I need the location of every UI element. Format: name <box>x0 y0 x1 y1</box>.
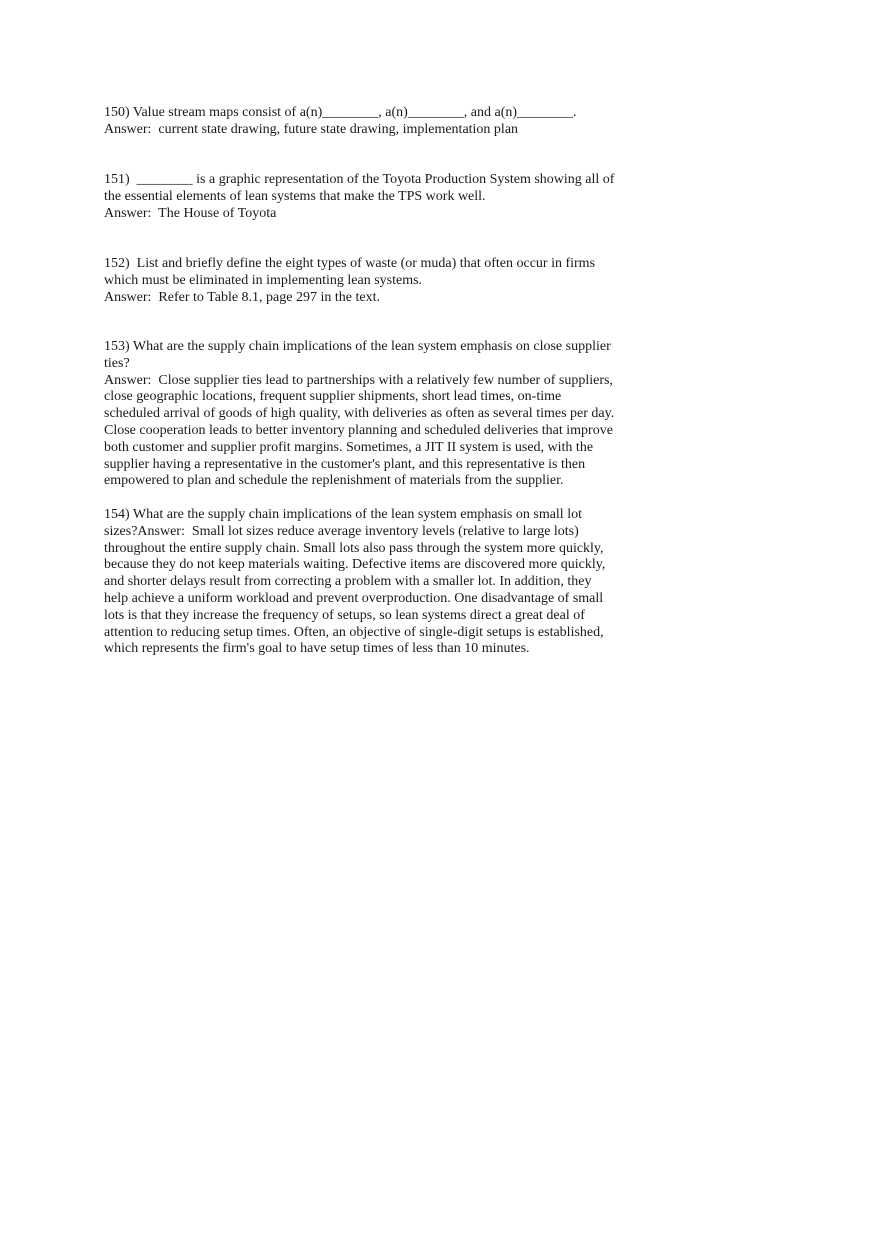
question-153-answer-line-2: close geographic locations, frequent supplier shipments, short lead times, on-time <box>104 389 562 405</box>
question-150-prompt: 150) Value stream maps consist of a(n)________, a(n)________, and a(n)________. <box>104 105 577 120</box>
question-154 <box>104 507 644 658</box>
question-154-answer-line-4: and shorter delays result from correcting a problem with a smaller lot. In addition, they <box>104 574 592 590</box>
question-153-answer-line-1: Answer: Close supplier ties lead to partnerships with a relatively few number of suppliers, <box>104 372 613 388</box>
question-152-answer: Answer: Refer to Table 8.1, page 297 in the text. <box>104 289 380 305</box>
question-153-answer-line-3: scheduled arrival of goods of high quality, with deliveries as often as several times per day. <box>104 406 615 422</box>
question-151-prompt-line-1: 151) ________ is a graphic representation of the Toyota Production System showing all of <box>104 172 615 187</box>
question-153-answer-line-5: both customer and supplier profit margins. Sometimes, a JIT II system is used, with the <box>104 439 594 455</box>
question-154-answer-line-8: which represents the firm's goal to have setup times of less than 10 minutes. <box>104 641 530 657</box>
question-153-answer-line-7: empowered to plan and schedule the replenishment of materials from the supplier. <box>104 473 564 489</box>
question-153-answer-line-6: supplier having a representative in the customer's plant, and this representative is then <box>104 456 586 472</box>
question-154-answer-line-6: lots is that they increase the frequency of setups, so lean systems direct a great deal of <box>104 607 585 623</box>
question-154-answer-line-7: attention to reducing setup times. Often, an objective of single-digit setups is established, <box>104 624 604 640</box>
question-152 <box>104 256 644 306</box>
question-153-prompt-line-2: ties? <box>104 355 130 371</box>
question-151-answer: Answer: The House of Toyota <box>104 205 277 221</box>
question-151-prompt-line-2: the essential elements of lean systems that make the TPS work well. <box>104 188 486 204</box>
question-153-prompt-line-1: 153) What are the supply chain implications of the lean system emphasis on close supplier <box>104 339 611 354</box>
question-154-answer-line-5: help achieve a uniform workload and prevent overproduction. One disadvantage of small <box>104 590 604 606</box>
question-154-prompt-line-1: 154) What are the supply chain implications of the lean system emphasis on small lot <box>104 507 582 522</box>
question-154-answer-line-1: sizes?Answer: Small lot sizes reduce average inventory levels (relative to large lots) <box>104 523 579 539</box>
question-153-answer-line-4: Close cooperation leads to better inventory planning and scheduled deliveries that improve <box>104 422 613 438</box>
question-152-prompt-line-2: which must be eliminated in implementing lean systems. <box>104 272 423 288</box>
question-151 <box>104 172 644 222</box>
question-154-answer-line-3: because they do not keep materials waiting. Defective items are discovered more quickly, <box>104 557 606 573</box>
question-150-answer: Answer: current state drawing, future state drawing, implementation plan <box>104 121 519 137</box>
question-154-answer-line-2: throughout the entire supply chain. Small lots also pass through the system more quickly, <box>104 540 604 556</box>
question-153 <box>104 339 644 490</box>
question-150 <box>104 105 644 139</box>
question-152-prompt-line-1: 152) List and briefly define the eight types of waste (or muda) that often occur in firms <box>104 256 596 271</box>
